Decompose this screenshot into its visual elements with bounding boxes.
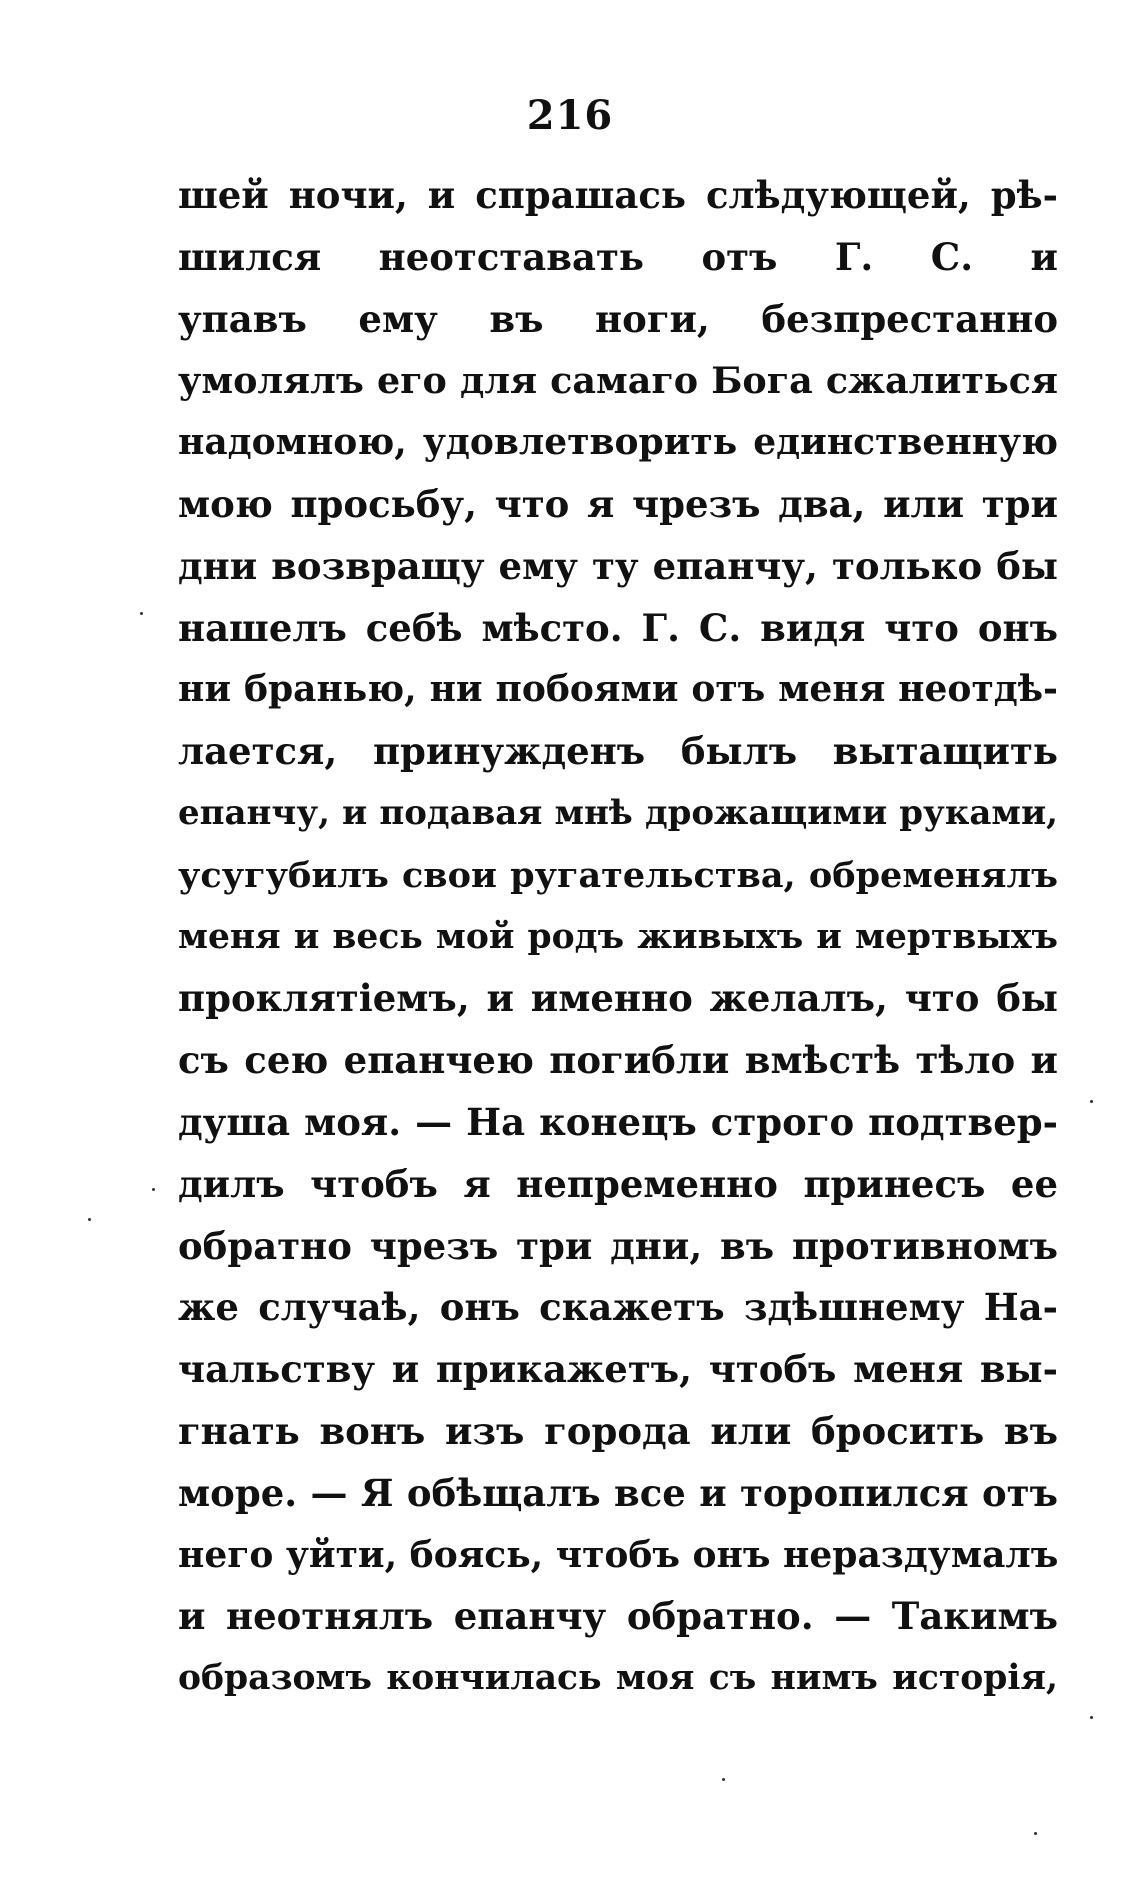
text-line: лается, принужденъ былъ вытащить — [178, 729, 1058, 774]
print-speck — [1034, 1832, 1037, 1835]
text-line: шился неотставать отъ Г. С. и — [178, 234, 1058, 279]
text-line: епанчу, и подавая мнѣ дрожащими руками, — [178, 792, 1058, 833]
text-line: море. — Я обѣщалъ все и торопился отъ — [178, 1470, 1058, 1515]
text-line: образомъ кончилась моя съ нимъ исторія, — [178, 1658, 1058, 1699]
body-text — [178, 165, 1058, 1710]
text-line: усугубилъ свои ругательства, обременялъ — [178, 854, 1058, 896]
print-speck — [152, 1188, 155, 1191]
print-speck — [140, 612, 143, 615]
print-speck — [1090, 1100, 1093, 1103]
text-line: гнать вонъ изъ города или бросить въ — [178, 1408, 1058, 1453]
text-line: мою просьбу, что я чрезъ два, или три — [178, 481, 1058, 526]
text-line: надомною, удовлетворить единственную — [178, 421, 1058, 464]
text-line: съ сею епанчею погибли вмѣстѣ тѣло и — [178, 1038, 1058, 1083]
print-speck — [88, 1218, 91, 1221]
text-line: проклятіемъ, и именно желалъ, что бы — [178, 976, 1058, 1021]
text-line: умолялъ его для самаго Бога сжалиться — [178, 359, 1058, 403]
print-speck — [1090, 1716, 1093, 1719]
page-number: 216 — [526, 92, 614, 139]
text-line: дилъ чтобъ я непременно принесъ ее — [178, 1161, 1058, 1206]
text-line: нашелъ себѣ мѣсто. Г. С. видя что онъ — [178, 605, 1058, 650]
print-speck — [722, 1778, 725, 1781]
text-line: дни возвращу ему ту епанчу, только бы — [178, 543, 1058, 588]
text-line: и неотнялъ епанчу обратно. — Такимъ — [178, 1594, 1058, 1639]
text-line: душа моя. — На конецъ строго подтвер- — [178, 1099, 1058, 1144]
text-line: шей ночи, и спрашась слѣдующей, рѣ- — [178, 173, 1058, 217]
text-line: чальству и прикажетъ, чтобъ меня вы- — [178, 1347, 1058, 1392]
text-line: упавъ ему въ ноги, безпрестанно — [178, 296, 1058, 341]
text-line: же случаѣ, онъ скажетъ здѣшнему На- — [178, 1285, 1058, 1330]
text-line: обратно чрезъ три дни, въ противномъ — [178, 1223, 1058, 1268]
text-line: него уйти, боясь, чтобъ онъ нераздумалъ — [178, 1533, 1058, 1576]
text-line: ни бранью, ни побоями отъ меня неотдѣ- — [178, 668, 1058, 711]
text-line: меня и весь мой родъ живыхъ и мертвыхъ — [178, 916, 1058, 957]
